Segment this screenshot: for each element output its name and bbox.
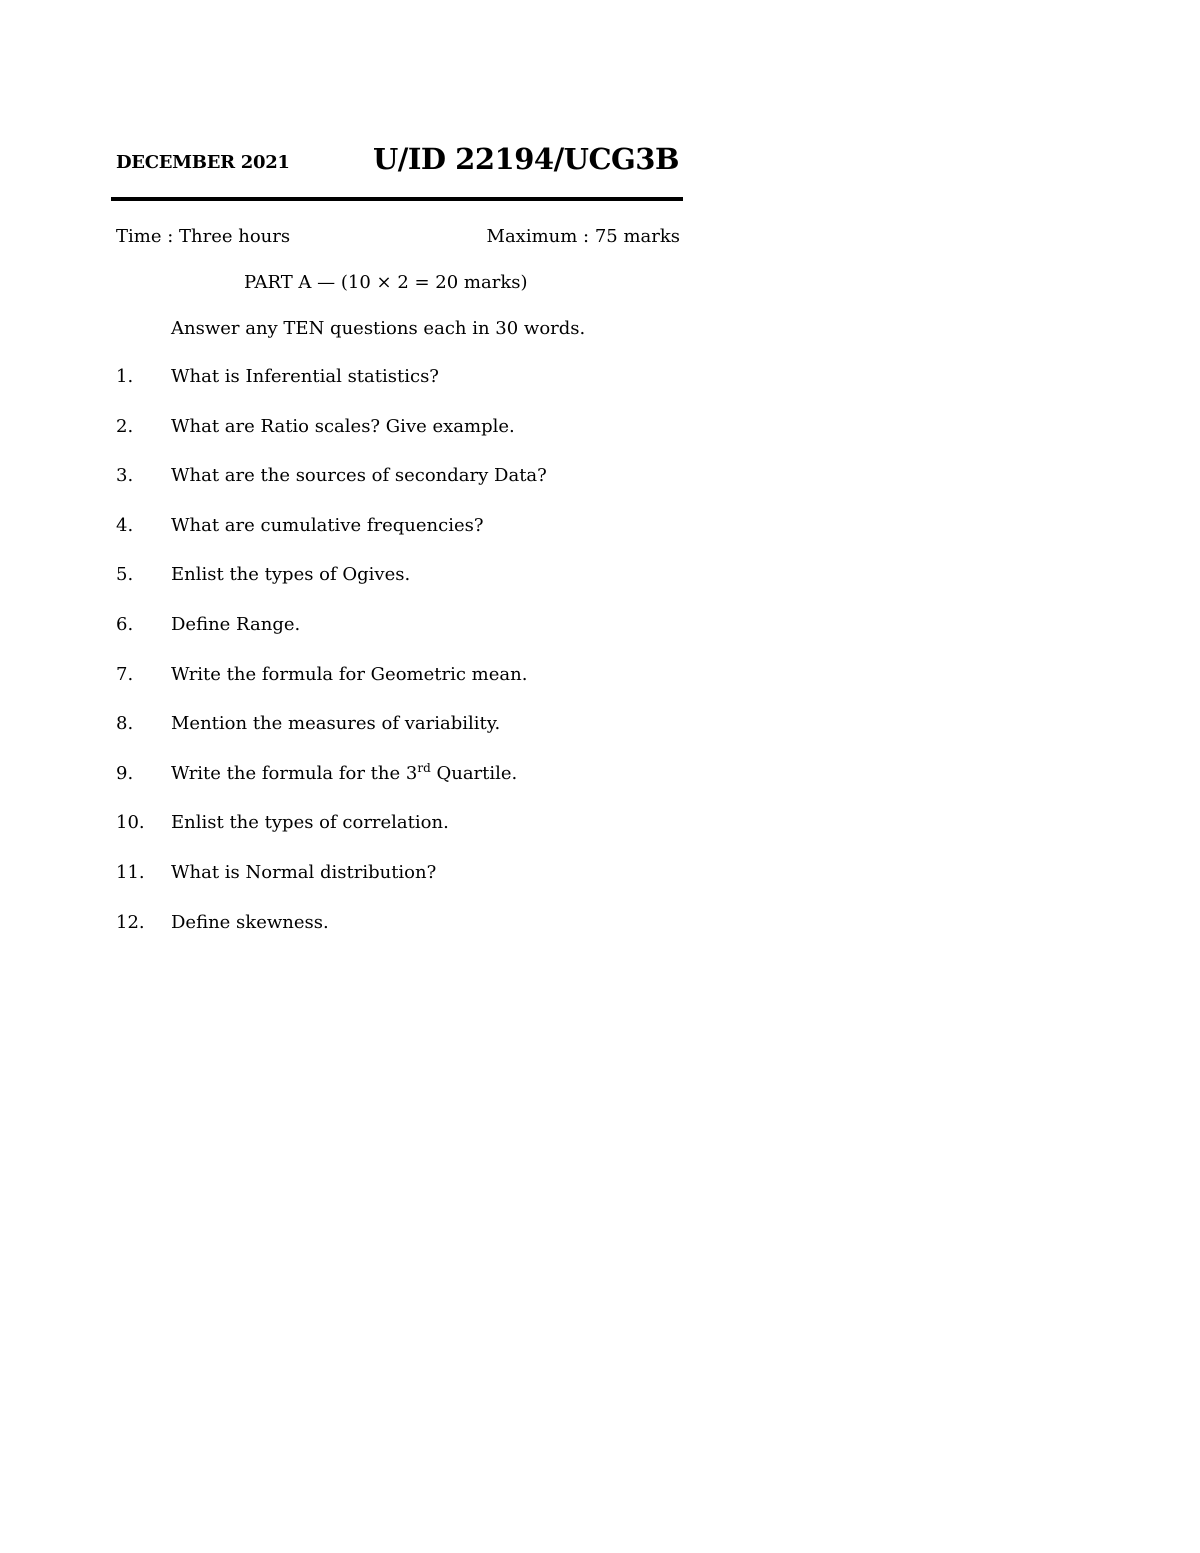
question-number: 8. (116, 713, 134, 735)
time-allowed: Time : Three hours (116, 226, 291, 247)
question-item (115, 366, 715, 416)
question-number: 1. (116, 366, 134, 387)
question-number: 12. (116, 911, 145, 933)
question-text: What are cumulative frequencies? (171, 514, 484, 536)
exam-date: DECEMBER 2021 (116, 152, 290, 173)
question-item (115, 912, 715, 962)
paper-code: U/ID 22194/UCG3B (372, 142, 679, 176)
exam-header (115, 140, 683, 188)
question-number: 3. (116, 465, 134, 487)
question-item (115, 664, 715, 714)
question-item (115, 812, 715, 862)
question-text-before: Write the formula for the 3 (171, 762, 418, 784)
question-number: 7. (116, 663, 134, 685)
question-item (115, 515, 715, 565)
question-number: 11. (116, 861, 145, 883)
exam-meta (115, 226, 683, 252)
question-text: Write the formula for Geometric mean. (171, 663, 528, 685)
question-number: 10. (116, 812, 145, 834)
question-item (115, 465, 715, 515)
question-item (115, 713, 715, 763)
question-item (115, 564, 715, 614)
question-text: What is Normal distribution? (171, 861, 437, 883)
part-a-instructions: Answer any TEN questions each in 30 words. (171, 318, 586, 339)
question-item (115, 760, 715, 813)
question-text: Define Range. (171, 613, 301, 635)
question-text-after: Quartile. (430, 762, 518, 784)
question-number: 5. (116, 564, 134, 586)
question-text: What is Inferential statistics? (171, 366, 439, 387)
header-rule (111, 197, 683, 201)
question-item (115, 416, 715, 466)
question-text: What are the sources of secondary Data? (171, 465, 547, 487)
ordinal-superscript: rd (417, 760, 431, 775)
question-list (115, 366, 715, 961)
question-text: Define skewness. (171, 911, 329, 933)
question-number: 4. (116, 514, 134, 536)
question-number: 9. (116, 762, 134, 784)
maximum-marks: Maximum : 75 marks (486, 226, 680, 247)
part-a-heading: PART A — (10 × 2 = 20 marks) (244, 272, 528, 293)
question-number: 6. (116, 613, 134, 635)
question-text: What are Ratio scales? Give example. (171, 415, 515, 437)
question-item (115, 862, 715, 912)
question-number: 2. (116, 415, 134, 437)
question-item (115, 614, 715, 664)
question-text: Enlist the types of correlation. (171, 812, 449, 834)
question-text: Mention the measures of variability. (171, 713, 501, 735)
question-text (171, 760, 518, 784)
question-text: Enlist the types of Ogives. (171, 564, 411, 586)
